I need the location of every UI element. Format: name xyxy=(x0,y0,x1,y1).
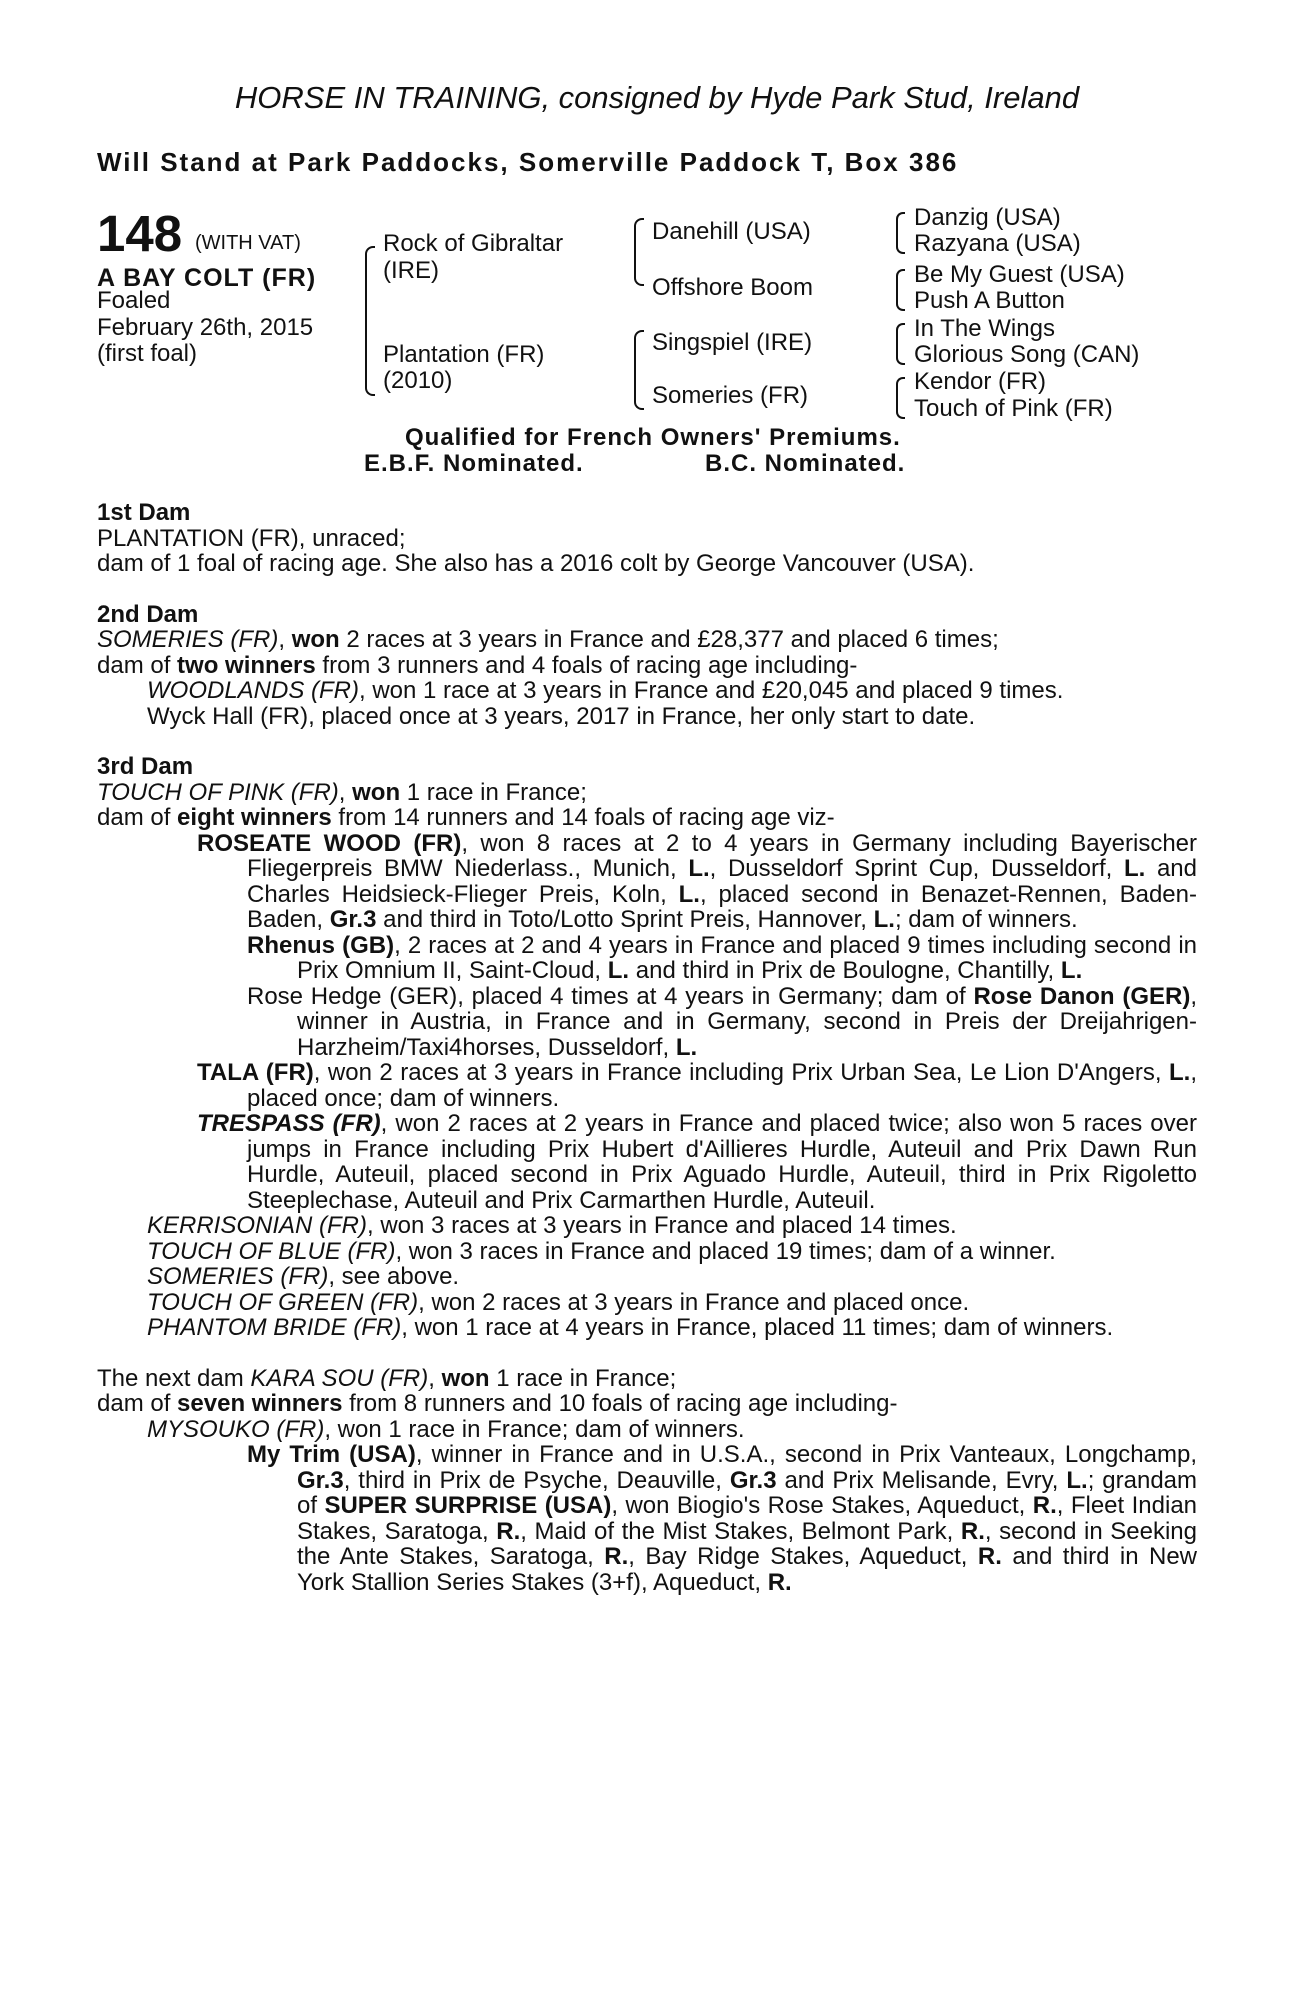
sire-dam-bracket xyxy=(365,246,375,396)
dam-line-bracket xyxy=(634,330,644,410)
ped-ssd: Razyana (USA) xyxy=(914,230,1081,257)
foaling-info xyxy=(97,288,357,368)
produce-tala: TALA (FR), won 2 races at 3 years in France including Prix Urban Sea, Le Lion D'Angers, L., placed once; dam of winners. xyxy=(197,1059,1197,1112)
sire-name: Rock of Gibraltar xyxy=(383,230,564,257)
ped-dsd: Glorious Song (CAN) xyxy=(914,341,1140,368)
bc-note: B.C. Nominated. xyxy=(705,450,906,477)
second-dam-heading: 2nd Dam xyxy=(97,600,199,628)
dam-dam: Someries (FR) xyxy=(652,382,809,409)
bracket-2 xyxy=(896,269,905,311)
produce-touch-of-green: TOUCH OF GREEN (FR), won 2 races at 3 years in France and placed once. xyxy=(147,1288,970,1316)
next-dam-produce: dam of seven winners from 8 runners and 10 foals of racing age including- xyxy=(97,1390,898,1417)
first-dam-heading: 1st Dam xyxy=(97,499,191,526)
third-dam-produce: dam of eight winners from 14 runners and 14 foals of racing age viz- xyxy=(97,804,835,831)
sire-dam: Offshore Boom xyxy=(652,274,813,301)
foaled-date: February 26th, 2015 xyxy=(97,313,314,341)
sire-origin: (IRE) xyxy=(383,257,439,284)
produce-woodlands: WOODLANDS (FR), won 1 race at 3 years in France and £20,045 and placed 9 times. xyxy=(147,677,1064,704)
sire-sire: Danehill (USA) xyxy=(652,218,811,245)
dam-name: Plantation (FR) xyxy=(383,341,545,368)
vat-note: (WITH VAT) xyxy=(195,232,301,254)
ped-sdd: Push A Button xyxy=(914,287,1065,314)
sire-line-bracket xyxy=(634,218,644,286)
horse-name: A BAY COLT (FR) xyxy=(97,264,317,292)
dam-year: (2010) xyxy=(383,367,453,394)
ped-dss: In The Wings xyxy=(914,315,1055,342)
lot-number: 148 xyxy=(97,205,183,262)
next-dam-record: The next dam KARA SOU (FR), won 1 race in France; xyxy=(97,1364,677,1392)
bracket-4 xyxy=(896,377,905,419)
ped-ddd: Touch of Pink (FR) xyxy=(914,395,1113,422)
bracket-3 xyxy=(896,323,905,365)
third-dam-record: TOUCH OF PINK (FR), won 1 race in France; xyxy=(97,778,587,806)
second-dam-record: SOMERIES (FR), won 2 races at 3 years in France and £28,377 and placed 6 times; xyxy=(97,626,999,653)
produce-mysouko: MYSOUKO (FR), won 1 race in France; dam of winners. xyxy=(147,1415,745,1443)
produce-someries: SOMERIES (FR), see above. xyxy=(147,1263,460,1290)
ped-sds: Be My Guest (USA) xyxy=(914,261,1125,288)
produce-wyck-hall: Wyck Hall (FR), placed once at 3 years, 2017 in France, her only start to date. xyxy=(147,702,976,730)
foaled-label: Foaled xyxy=(97,287,171,314)
catalogue-body xyxy=(97,500,1197,1595)
produce-phantom-bride: PHANTOM BRIDE (FR), won 1 race at 4 years in France, placed 11 times; dam of winners. xyxy=(147,1314,1114,1341)
produce-rose-hedge: Rose Hedge (GER), placed 4 times at 4 years in Germany; dam of Rose Danon (GER), winner in Austria, in France and in Germany, second in Preis der Dreijahrigen-Harzheim/Taxi4horses, Dusseldorf, L. xyxy=(247,982,1197,1061)
first-dam-produce: dam of 1 foal of racing age. She also has a 2016 colt by George Vancouver (USA). xyxy=(97,550,975,577)
produce-roseate-wood: ROSEATE WOOD (FR), won 8 races at 2 to 4 years in Germany including Bayerischer Fliegerpreis BMW Niederlass., Munich, L., Dusseldorf Sprint Cup, Dusseldorf, L. and Charles Heidsieck-Flieger Preis, Koln, L., placed second in Benazet-Rennen, Baden-Baden, Gr.3 and third in Toto/Lotto Sprint Preis, Hannover, L.; dam of winners. xyxy=(197,829,1198,933)
third-dam-heading: 3rd Dam xyxy=(97,753,194,780)
produce-my-trim: My Trim (USA), winner in France and in U.S.A., second in Prix Vanteaux, Longchamp, Gr.3, third in Prix de Psyche, Deauville, Gr.3 and Prix Melisande, Evry, L.; grandam of SUPER SURPRISE (USA), won Biogio's Rose Stakes, Aqueduct, R., Fleet Indian Stakes, Saratoga, R., Maid of the Mist Stakes, Belmont Park, R., second in Seeking the Ante Stakes, Saratoga, R., Bay Ridge Stakes, Aqueduct, R. and third in New York Stallion Series Stakes (3+f), Aqueduct, R. xyxy=(247,1441,1198,1596)
ped-dds: Kendor (FR) xyxy=(914,368,1047,395)
produce-trespass: TRESPASS (FR), won 2 races at 2 years in France and placed twice; also won 5 races over jumps in France including Prix Hubert d'Aillieres Hurdle, Auteuil and Prix Dawn Run Hurdle, Auteuil, placed second in Prix Aguado Hurdle, Auteuil, third in Prix Rigoletto Steeplechase, Auteuil and Prix Carmarthen Hurdle, Auteuil. xyxy=(197,1110,1197,1214)
dam-sire: Singspiel (IRE) xyxy=(652,329,813,356)
premiums-note: Qualified for French Owners' Premiums. xyxy=(405,424,901,451)
ped-sss: Danzig (USA) xyxy=(914,204,1061,231)
produce-rhenus: Rhenus (GB), 2 races at 2 and 4 years in France and placed 9 times including second in Prix Omnium II, Saint-Cloud, L. and third in Prix de Boulogne, Chantilly, L. xyxy=(247,931,1197,984)
second-dam-produce: dam of two winners from 3 runners and 4 foals of racing age including- xyxy=(97,651,858,679)
stable-location: Will Stand at Park Paddocks, Somerville Paddock T, Box 386 xyxy=(97,147,959,177)
produce-touch-of-blue: TOUCH OF BLUE (FR), won 3 races in France and placed 19 times; dam of a winner. xyxy=(147,1237,1056,1265)
first-dam-line: PLANTATION (FR), unraced; xyxy=(97,524,406,552)
ebf-note: E.B.F. Nominated. xyxy=(364,450,584,477)
bracket-1 xyxy=(896,212,905,254)
foal-note: (first foal) xyxy=(97,340,198,367)
page-header: HORSE IN TRAINING, consigned by Hyde Park Stud, Ireland xyxy=(234,80,1080,115)
produce-kerrisonian: KERRISONIAN (FR), won 3 races at 3 years in France and placed 14 times. xyxy=(147,1212,957,1239)
